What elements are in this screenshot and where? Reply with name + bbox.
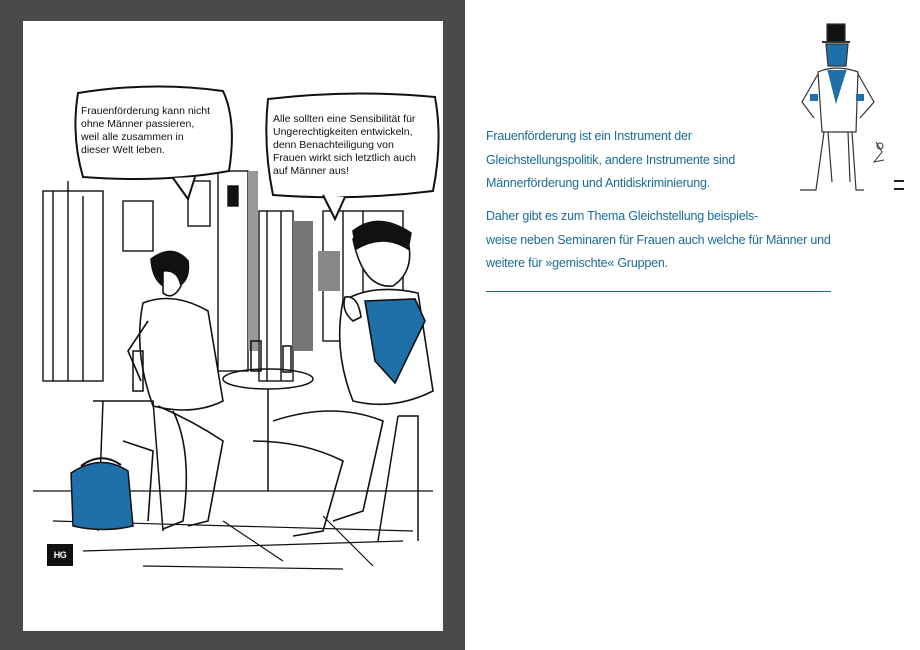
artist-logo: HG: [47, 544, 73, 566]
speech-bubble-right: Alle sollten eine Sensibilität für Ungerechtigkeiten entwickeln, denn Benachteiligung von Frauen wirkt sich letztlich auch auf Männer aus!: [273, 113, 416, 177]
paragraph-2-line: weitere für »gemischte« Gruppen.: [486, 256, 668, 270]
paragraph-2: [486, 205, 846, 276]
page-marker-icon: [894, 180, 904, 190]
divider-line: [486, 291, 831, 292]
right-page: [465, 0, 920, 650]
comic-illustration: [23, 21, 443, 631]
paragraph-2-line: Daher gibt es zum Thema Gleichstellung beispiels-: [486, 209, 759, 223]
paragraph-1-line: Gleichstellungspolitik, andere Instrumente sind: [486, 152, 736, 167]
paragraph-1-line: Männerförderung und Antidiskriminierung.: [486, 176, 711, 190]
speech-bubble-left: Frauenförderung kann nicht ohne Männer passieren, weil alle zusammen in dieser Welt leben.: [81, 105, 210, 156]
paragraph-2-line: weise neben Seminaren für Frauen auch welche für Männer und: [486, 232, 831, 247]
paragraph-1-line: Frauenförderung ist ein Instrument der: [486, 129, 692, 143]
paragraph-1: [486, 125, 846, 196]
